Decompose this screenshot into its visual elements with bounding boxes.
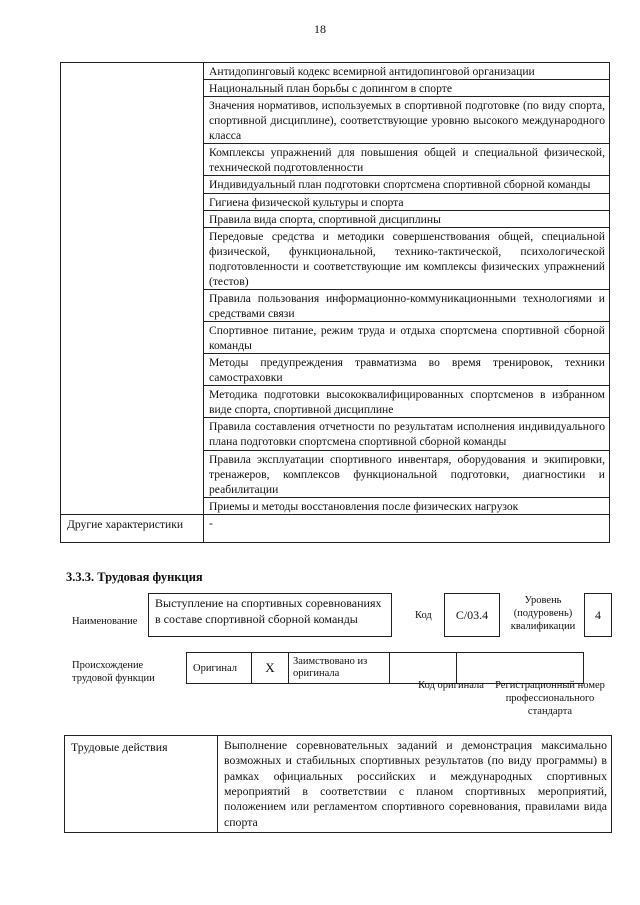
required-knowledge-table bbox=[60, 62, 610, 543]
original-mark: X bbox=[252, 653, 289, 684]
labor-actions-label: Трудовые действия bbox=[65, 736, 218, 833]
reg-number-label: Регистрационный номер профессионального стандарта bbox=[495, 680, 605, 718]
knowledge-item: Значения нормативов, используемых в спортивной подготовке (по виду спорта, спортивной дисциплине), соответствующие уровню высокого международного класса bbox=[204, 97, 610, 144]
knowledge-item: Спортивное питание, режим труда и отдыха спортсмена спортивной сборной команды bbox=[204, 322, 610, 354]
knowledge-item: Индивидуальный план подготовки спортсмена спортивной сборной команды bbox=[204, 176, 610, 193]
level-label: Уровень (подуровень) квалификации bbox=[510, 595, 576, 633]
origin-label: Происхождение трудовой функции bbox=[72, 660, 155, 685]
knowledge-item: Антидопинговый кодекс всемирной антидопинговой организации bbox=[204, 63, 610, 80]
table-row bbox=[61, 514, 610, 542]
name-label: Наименование bbox=[72, 616, 138, 627]
page-number: 18 bbox=[314, 22, 326, 36]
knowledge-item: Правила вида спорта, спортивной дисциплины bbox=[204, 210, 610, 227]
knowledge-item: Правила пользования информационно-коммуникационными технологиями и средствами связи bbox=[204, 289, 610, 321]
knowledge-item: Комплексы упражнений для повышения общей и специальной физической, технической подготовленности bbox=[204, 144, 610, 176]
knowledge-item: Методы предупреждения травматизма во время тренировок, техники самостраховки bbox=[204, 354, 610, 386]
code-original-label: Код оригинала bbox=[418, 680, 484, 691]
knowledge-item: Правила составления отчетности по результатам исполнения индивидуального плана подготовки спортсмена спортивной сборной команды bbox=[204, 418, 610, 450]
table-row bbox=[65, 736, 612, 833]
table-row bbox=[61, 63, 610, 80]
knowledge-item: Национальный план борьбы с допингом в спорте bbox=[204, 80, 610, 97]
knowledge-item: Методика подготовки высококвалифицированных спортсменов в избранном виде спорта, спортивной дисциплине bbox=[204, 386, 610, 418]
code-label: Код bbox=[415, 610, 432, 621]
knowledge-item: Правила эксплуатации спортивного инвентаря, оборудования и экипировки, тренажеров, комплексов функциональной подготовки, диагностики и реабилитации bbox=[204, 450, 610, 497]
original-label: Оригинал bbox=[187, 653, 252, 684]
labor-actions-table bbox=[64, 735, 612, 833]
other-characteristics-label: Другие характеристики bbox=[61, 514, 204, 542]
knowledge-item: Приемы и методы восстановления после физических нагрузок bbox=[204, 497, 610, 514]
level-value: 4 bbox=[584, 593, 612, 637]
borrowed-label: Заимствовано из оригинала bbox=[289, 653, 390, 684]
other-characteristics-value: - bbox=[204, 514, 610, 542]
function-code-value: С/03.4 bbox=[444, 593, 500, 637]
knowledge-item: Гигиена физической культуры и спорта bbox=[204, 193, 610, 210]
row-label-empty bbox=[61, 63, 204, 515]
section-heading: 3.3.3. Трудовая функция bbox=[66, 570, 203, 584]
labor-actions-value: Выполнение соревновательных заданий и демонстрация максимально возможных и стабильных спортивных результатов (по виду программы) в рамках официальных российских и международных спортивных мероприятий в соответствии с планом спортивных мероприятий, положением или регламентом спортивного соревнования, правилами вида спорта bbox=[218, 736, 612, 833]
knowledge-item: Передовые средства и методики совершенствования общей, специальной физической, функциональной, технико-тактической, психологической подготовленности и соответствующие им комплексы физических упражнений (тестов) bbox=[204, 227, 610, 289]
function-name-value: Выступление на спортивных соревнованиях в составе спортивной сборной команды bbox=[148, 593, 392, 637]
